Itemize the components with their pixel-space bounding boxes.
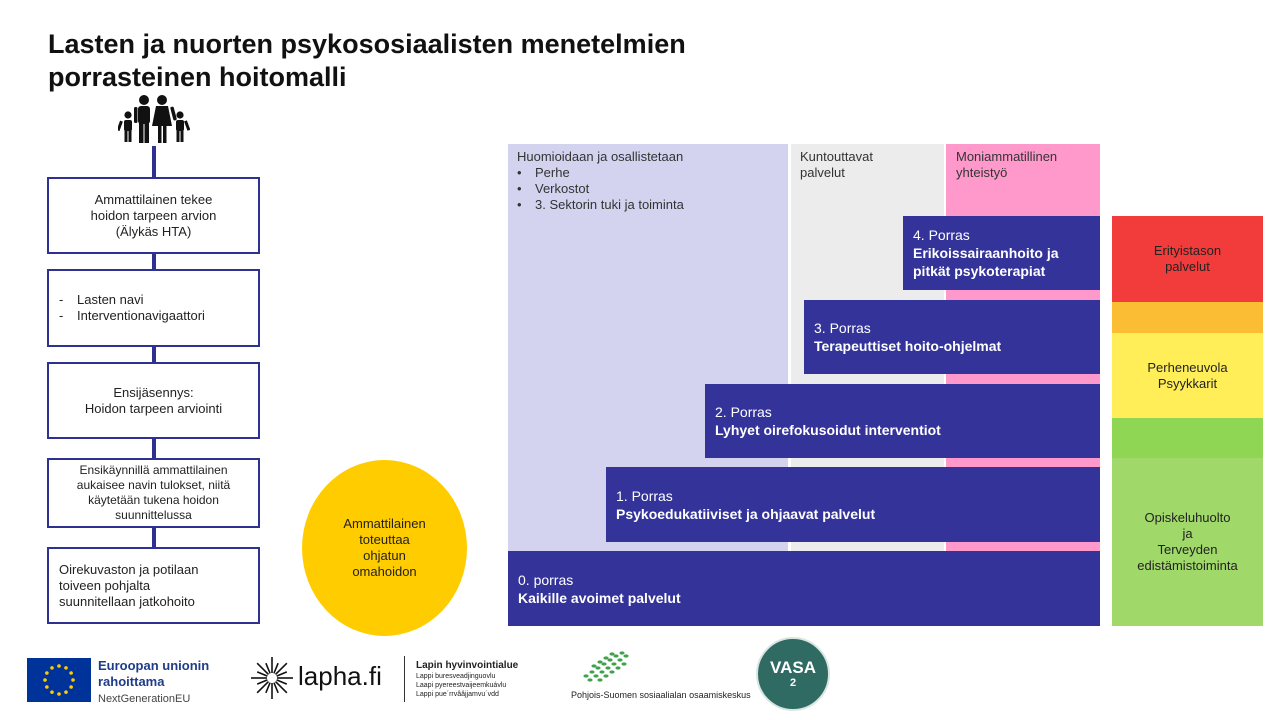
side-green-line-1: Opiskeluhuolto <box>1144 510 1231 525</box>
lapha-region-heading: Lapin hyvinvointialue <box>416 660 519 671</box>
step-1-name: Psykoedukatiiviset ja ohjaavat palvelut <box>616 506 876 522</box>
leaf-dot <box>591 664 596 667</box>
side-yellow-line-2: Psyykkarit <box>1157 375 1218 391</box>
eu-star <box>64 690 68 694</box>
leaf-dot <box>601 662 606 665</box>
step-3-name: Terapeuttiset hoito-ohjelmat <box>814 338 1002 354</box>
flow-box-5-line-2: toiveen pohjalta <box>59 577 151 593</box>
side-yellow-line-1: Perheneuvola <box>1147 359 1228 375</box>
vasa-badge-icon <box>756 637 830 711</box>
flow-box-2-item: - Interventionavigaattori <box>59 308 205 324</box>
flow-box-4-line-2: aukaisee navin tulokset, niitä <box>76 478 231 492</box>
leaf-dot <box>611 662 616 665</box>
side-student-welfare <box>1112 458 1263 626</box>
flow-box-navigators <box>47 269 260 347</box>
side-green-line-2: ja <box>1182 526 1193 541</box>
column-3-line-2: yhteistyö <box>956 165 1008 180</box>
step-1-level: 1. Porras <box>616 488 673 504</box>
column-1-heading: Huomioidaan ja osallistetaan <box>517 149 684 164</box>
side-orange-band <box>1112 302 1263 333</box>
leaf-dot <box>603 656 608 659</box>
column-1-item: • Verkostot <box>517 181 779 197</box>
flow-box-1-line-3: (Älykäs HTA) <box>115 223 192 239</box>
eu-star <box>50 690 54 694</box>
leaf-dot <box>623 654 628 657</box>
flow-box-1-line-1: Ammattilainen tekee <box>94 191 213 207</box>
leaf-dot <box>599 670 604 673</box>
step-3 <box>804 300 1100 374</box>
flow-box-first-visit <box>47 458 260 528</box>
pohjois-suomen-name: Pohjois-Suomen sosiaalialan osaamiskeskus <box>571 690 751 700</box>
leaf-dot <box>615 666 620 669</box>
step-2-name: Lyhyet oirefokusoidut interventiot <box>715 422 941 438</box>
circle-line-4: omahoidon <box>352 564 417 579</box>
eu-line-1: Euroopan unionin <box>98 658 210 673</box>
lapha-divider <box>404 656 405 702</box>
step-4-name-line-1: Erikoissairaanhoito ja <box>913 245 1059 261</box>
flow-box-4-line-3: käytetään tukena hoidon <box>88 493 219 507</box>
column-3-line-1: Moniammatillinen <box>956 149 1058 164</box>
flow-box-2-item: - Lasten navi <box>59 292 205 308</box>
lapha-sun-icon <box>250 654 294 702</box>
leaf-dot <box>595 666 600 669</box>
step-2 <box>705 384 1100 458</box>
flow-box-1-line-2: hoidon tarpeen arvion <box>90 207 217 223</box>
leaf-dot <box>603 674 608 677</box>
side-red-line-2: palvelut <box>1165 259 1210 274</box>
lapha-region-line-3: Lappi pue´rrvââjjamvu´vdd <box>416 691 499 698</box>
side-family-counseling <box>1112 333 1263 418</box>
side-specialist-services <box>1112 216 1263 302</box>
eu-star <box>69 671 73 675</box>
column-2-line-2: palvelut <box>800 165 845 180</box>
leaf-dot <box>619 651 624 654</box>
step-0 <box>508 551 1100 626</box>
flow-box-3-line-1: Ensijäsennys: <box>113 384 194 400</box>
self-care-circle <box>302 460 467 636</box>
lapha-region-line-1: Lappi buresveadjinguovlu <box>416 673 496 680</box>
step-0-name: Kaikille avoimet palvelut <box>518 590 681 606</box>
side-green-band <box>1112 418 1263 458</box>
flow-box-first-sort <box>47 362 260 439</box>
leaf-dot <box>607 658 612 661</box>
leaf-dot <box>605 666 610 669</box>
flow-box-3-line-2: Hoidon tarpeen arviointi <box>84 400 223 416</box>
title-line-1: Lasten ja nuorten psykososiaalisten menetelmien <box>48 29 686 59</box>
lapha-name: lapha.fi <box>298 661 382 691</box>
eu-star <box>69 685 73 689</box>
leaf-dot <box>589 670 594 673</box>
leaf-dot <box>621 662 626 665</box>
eu-star <box>50 666 54 670</box>
page-title <box>48 28 948 94</box>
family-icon <box>118 94 190 146</box>
column-2-line-1: Kuntouttavat <box>800 149 873 164</box>
vasa-number: 2 <box>789 677 797 689</box>
eu-line-3: NextGenerationEU <box>98 693 191 705</box>
leaf-dot <box>617 658 622 661</box>
flow-box-assessment <box>47 177 260 254</box>
leaf-dot <box>613 654 618 657</box>
step-0-level: 0. porras <box>518 572 574 588</box>
leaf-dot <box>609 670 614 673</box>
circle-line-1: Ammattilainen <box>343 516 426 531</box>
leaf-dot <box>597 660 602 663</box>
lapha-region-text <box>416 659 556 699</box>
circle-line-3: ohjatun <box>363 548 406 563</box>
leaf-dot <box>583 674 588 677</box>
flow-box-4-line-1: Ensikäynnillä ammattilainen <box>79 463 228 477</box>
step-3-level: 3. Porras <box>814 320 871 336</box>
lapha-region-line-2: Laapi pyereestvaijeemkuávlu <box>416 682 507 689</box>
flow-box-5-line-1: Oirekuvaston ja potilaan <box>59 561 199 577</box>
eu-funding-text <box>98 658 238 706</box>
flow-box-follow-up <box>47 547 260 624</box>
eu-star <box>64 666 68 670</box>
title-line-2: porrasteinen hoitomalli <box>48 62 347 92</box>
eu-star <box>43 678 47 682</box>
circle-line-2: toteuttaa <box>359 532 410 547</box>
leaf-dots-icon <box>578 646 634 686</box>
flow-box-5-line-3: suunnitellaan jatkohoito <box>59 593 195 609</box>
leaf-dot <box>593 674 598 677</box>
step-4-level: 4. Porras <box>913 227 970 243</box>
vasa-name: VASA <box>770 658 816 677</box>
leaf-dot <box>597 678 602 681</box>
step-2-level: 2. Porras <box>715 404 772 420</box>
column-1-item: • Perhe <box>517 165 779 181</box>
leaf-dot <box>587 678 592 681</box>
step-4-name-line-2: pitkät psykoterapiat <box>913 263 1046 279</box>
leaf-dot <box>609 652 614 655</box>
flow-box-4-line-4: suunnittelussa <box>115 508 192 522</box>
eu-star <box>71 678 75 682</box>
eu-flag-icon <box>27 658 91 702</box>
eu-star <box>57 664 61 668</box>
step-4 <box>903 216 1100 290</box>
step-1 <box>606 467 1100 542</box>
side-red-line-1: Erityistason <box>1153 243 1222 258</box>
side-green-line-4: edistämistoiminta <box>1137 558 1238 573</box>
eu-star <box>57 692 61 696</box>
eu-line-2: rahoittama <box>98 674 165 689</box>
eu-star <box>45 671 49 675</box>
side-green-line-3: Terveyden <box>1157 542 1218 557</box>
column-1-item: • 3. Sektorin tuki ja toiminta <box>517 197 779 213</box>
eu-star <box>45 685 49 689</box>
